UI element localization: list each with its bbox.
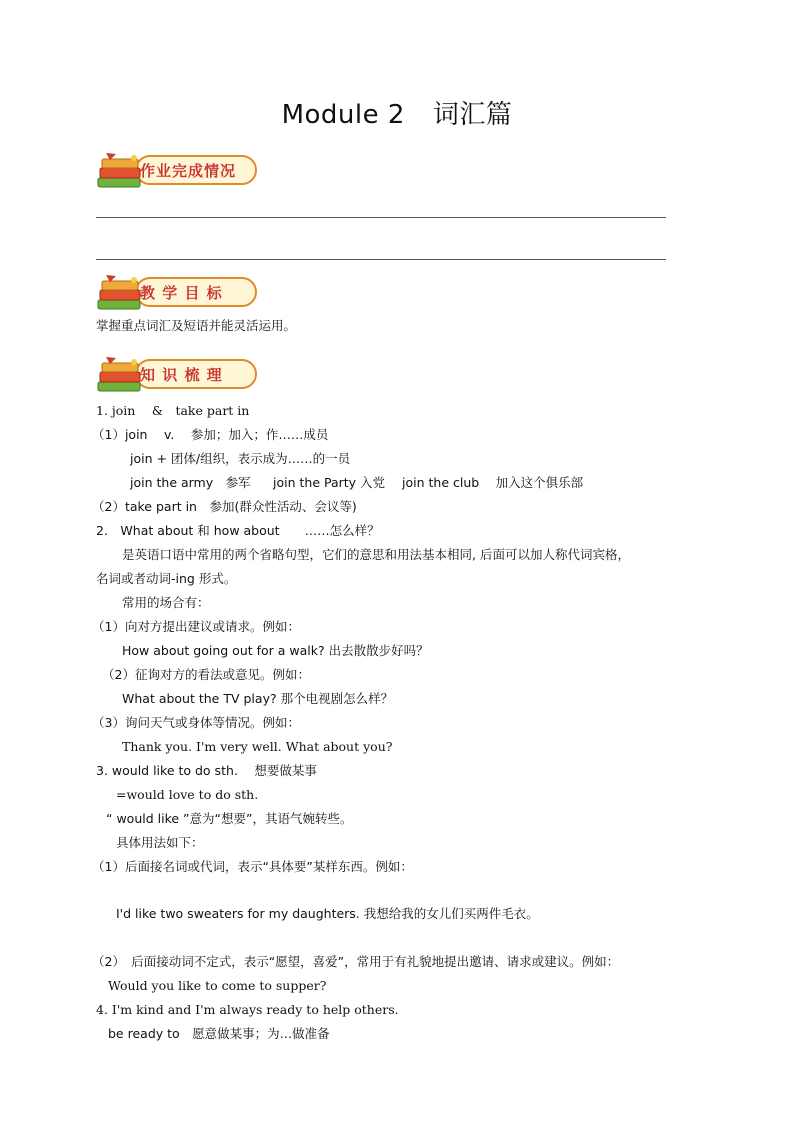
body-line: （3）询问天气或身体等情况。例如：	[92, 715, 300, 730]
body-line: （2）take part in 参加(群众性活动、会议等)	[92, 499, 357, 514]
body-line: Thank you. I'm very well. What about you?	[122, 739, 393, 754]
body-line: What about the TV play? 那个电视剧怎么样？	[122, 691, 394, 706]
body-line: （2） 后面接动词不定式，表示“愿望，喜爱”，常用于有礼貌地提出邀请、请求或建议。例如：	[92, 954, 620, 969]
page-title-topic: 词汇篇	[432, 100, 513, 130]
body-line: be ready to 愿意做某事；为…做准备	[108, 1026, 330, 1041]
body-line: 具体用法如下：	[116, 835, 204, 850]
body-line: join the Party 入党	[273, 475, 386, 490]
answer-line-2	[96, 259, 666, 260]
section-header-knowledge	[96, 354, 266, 398]
body-line: “ would like ”意为“想要”，其语气婉转些。	[106, 811, 353, 826]
body-line: 4. I'm kind and I'm always ready to help others.	[96, 1002, 399, 1017]
objective-text: 掌握重点词汇及短语并能灵活运用。	[96, 318, 297, 333]
body-line: 3. would like to do sth. 想要做某事	[96, 763, 317, 778]
body-line: （1）向对方提出建议或请求。例如：	[92, 619, 300, 634]
body-line: join + 团体/组织，表示成为……的一员	[130, 451, 351, 466]
section-header-objectives	[96, 272, 266, 316]
body-line: join the club 加入这个俱乐部	[402, 475, 584, 490]
body-line: 2. What about 和 how about ……怎么样？	[96, 523, 380, 538]
section-title-homework: 作业完成情况	[140, 162, 237, 180]
page-title	[0, 94, 794, 131]
body-line: （1）后面接名词或代词，表示“具体要”某样东西。例如：	[92, 859, 413, 874]
section-header-homework	[96, 150, 266, 194]
section-title-objectives: 教 学 目 标	[140, 284, 223, 302]
body-line: 名词或者动词-ing 形式。	[96, 571, 237, 586]
body-line: 1. join & take part in	[96, 403, 250, 418]
body-line: =would love to do sth.	[116, 787, 259, 802]
body-line: join the army 参军	[130, 475, 251, 490]
body-line: （1）join v. 参加；加入；作……成员	[92, 427, 329, 442]
body-line: 常用的场合有：	[122, 595, 210, 610]
answer-line-1	[96, 217, 666, 218]
body-line: I'd like two sweaters for my daughters. 我想给我的女儿们买两件毛衣。	[116, 906, 539, 921]
page-title-module: Module 2	[281, 100, 405, 130]
body-line: How about going out for a walk? 出去散散步好吗？	[122, 643, 429, 658]
section-title-knowledge: 知 识 梳 理	[140, 366, 223, 384]
body-line: （2）征询对方的看法或意见。例如：	[102, 667, 310, 682]
body-line: 是英语口语中常用的两个省略句型，它们的意思和用法基本相同, 后面可以加人称代词宾格，	[122, 547, 630, 562]
body-line: Would you like to come to supper?	[108, 978, 327, 993]
